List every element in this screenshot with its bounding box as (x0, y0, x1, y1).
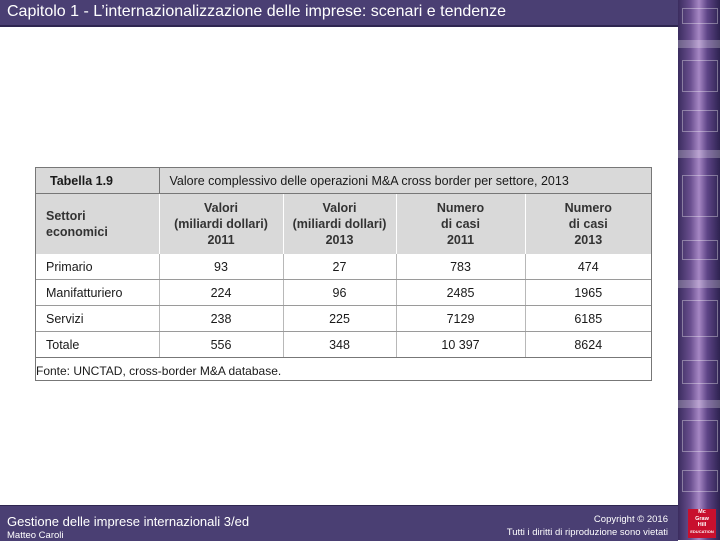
table-cell: 7129 (396, 306, 525, 332)
strip-highlight (678, 400, 720, 408)
table-row (36, 254, 651, 280)
strip-tile (682, 60, 718, 92)
table-cell: 556 (159, 332, 283, 358)
strip-tile (682, 8, 718, 24)
table-row (36, 306, 651, 332)
column-header (283, 194, 396, 255)
logo-text: Hill (697, 522, 707, 528)
strip-highlight (678, 280, 720, 288)
header-line: Numero (564, 201, 612, 215)
header-line: 2011 (207, 233, 235, 247)
column-header (36, 194, 159, 255)
table-cell: 93 (159, 254, 283, 280)
table-cell: 8624 (525, 332, 651, 358)
table-caption-row (36, 168, 651, 194)
table-cell: Servizi (36, 306, 159, 332)
header-line: Numero (436, 201, 485, 215)
table-cell: 96 (283, 280, 396, 306)
header-line: di casi (568, 217, 608, 231)
table-label: Tabella 1.9 (36, 168, 159, 194)
table-cell: 783 (396, 254, 525, 280)
header-line: 2011 (446, 233, 475, 247)
table-cell: 238 (159, 306, 283, 332)
table-caption: Valore complessivo delle operazioni M&A cross border per settore, 2013 (159, 168, 651, 194)
header-line: economici (46, 225, 108, 239)
header-line: Valori (322, 201, 357, 215)
table-cell: 225 (283, 306, 396, 332)
author-name: Matteo Caroli (7, 530, 64, 541)
table-cell: Manifatturiero (36, 280, 159, 306)
header-line: 2013 (574, 233, 603, 247)
slide-title: Capitolo 1 - L’internazionalizzazione delle imprese: scenari e tendenze (7, 3, 506, 20)
strip-tile (682, 360, 718, 384)
strip-highlight (678, 40, 720, 48)
table-cell: 6185 (525, 306, 651, 332)
data-table-figure (35, 167, 652, 381)
header-line: Settori (46, 209, 86, 223)
column-header (525, 194, 651, 255)
table-cell: 27 (283, 254, 396, 280)
column-header (396, 194, 525, 255)
table-row-total (36, 332, 651, 358)
header-line: (miliardi dollari) (292, 217, 387, 231)
header-line: (miliardi dollari) (174, 217, 268, 231)
table-cell: 10 397 (396, 332, 525, 358)
logo-text: Graw (695, 515, 709, 522)
logo-text: EDUCATION (690, 528, 714, 534)
header-line: di casi (441, 217, 480, 231)
table-cell: 224 (159, 280, 283, 306)
header-bar (0, 0, 678, 27)
table-cell: Totale (36, 332, 159, 358)
strip-tile (682, 240, 718, 260)
strip-highlight (678, 150, 720, 158)
strip-tile (682, 420, 718, 452)
strip-tile (682, 300, 718, 337)
strip-tile (682, 470, 718, 492)
copyright-text: Copyright © 2016 (593, 514, 668, 525)
strip-tile (682, 175, 718, 217)
table-source-note: Fonte: UNCTAD, cross-border M&A database. (36, 364, 282, 378)
strip-tile (682, 110, 718, 132)
table-source-row (36, 358, 651, 385)
logo-text: Mc (698, 509, 706, 515)
column-header (159, 194, 283, 255)
table-cell: 1965 (525, 280, 651, 306)
table-cell: 474 (525, 254, 651, 280)
rights-text: Tutti i diritti di riproduzione sono vietati (506, 527, 668, 538)
book-title: Gestione delle imprese internazionali 3/ed (7, 514, 250, 529)
decorative-side-strip (678, 0, 720, 540)
table-cell: Primario (36, 254, 159, 280)
footer-bar (0, 505, 678, 541)
header-line: 2013 (325, 233, 354, 247)
table-cell: 348 (283, 332, 396, 358)
data-table (36, 168, 651, 384)
table-row (36, 280, 651, 306)
table-header-row (36, 194, 651, 255)
header-line: Valori (203, 201, 239, 215)
mcgraw-hill-logo (688, 509, 716, 538)
table-cell: 2485 (396, 280, 525, 306)
